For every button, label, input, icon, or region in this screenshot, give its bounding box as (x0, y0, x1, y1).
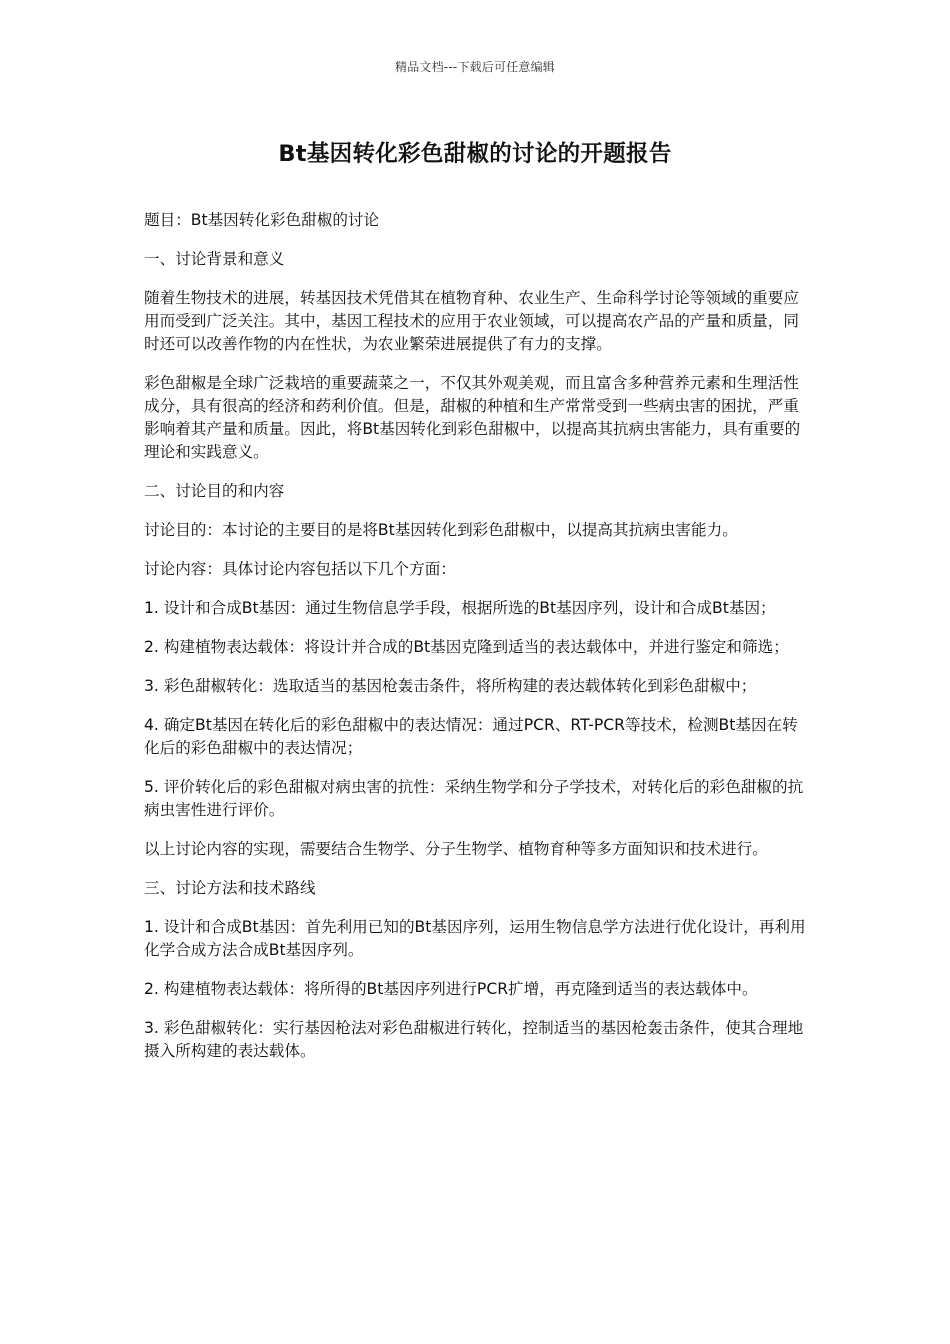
document-title: Bt基因转化彩色甜椒的讨论的开题报告 (278, 141, 672, 167)
list-item-method-1: 1. 设计和合成Bt基因：首先利用已知的Bt基因序列，运用生物信息学方法进行优化设计，再利用化学合成方法合成Bt基因序列。 (144, 918, 806, 959)
section-heading-objectives: 二、讨论目的和内容 (144, 482, 285, 500)
list-item-content-5: 5. 评价转化后的彩色甜椒对病虫害的抗性：采纳生物学和分子学技术，对转化后的彩色甜椒的抗病虫害性进行评价。 (144, 778, 804, 819)
paragraph-content-intro: 讨论内容：具体讨论内容包括以下几个方面： (144, 560, 456, 578)
paragraph-objective: 讨论目的：本讨论的主要目的是将Bt基因转化到彩色甜椒中，以提高其抗病虫害能力。 (144, 521, 738, 539)
list-item-content-1: 1. 设计和合成Bt基因：通过生物信息学手段，根据所选的Bt基因序列，设计和合成Bt基因； (144, 599, 776, 617)
list-item-content-2: 2. 构建植物表达载体：将设计并合成的Bt基因克隆到适当的表达载体中，并进行鉴定和筛选； (144, 638, 789, 656)
list-item-content-4: 4. 确定Bt基因在转化后的彩色甜椒中的表达情况：通过PCR、RT-PCR等技术，检测Bt基因在转化后的彩色甜椒中的表达情况； (144, 716, 798, 757)
section-heading-methods: 三、讨论方法和技术路线 (144, 879, 316, 897)
page-header: 精品文档---下载后可任意编辑 (395, 60, 555, 74)
paragraph-content-summary: 以上讨论内容的实现，需要结合生物学、分子生物学、植物育种等多方面知识和技术进行。 (144, 840, 768, 858)
list-item-content-3: 3. 彩色甜椒转化：选取适当的基因枪轰击条件，将所构建的表达载体转化到彩色甜椒中； (144, 677, 757, 695)
section-heading-background: 一、讨论背景和意义 (144, 250, 285, 268)
list-item-method-2: 2. 构建植物表达载体：将所得的Bt基因序列进行PCR扩增，再克隆到适当的表达载体中。 (144, 980, 758, 998)
list-item-method-3: 3. 彩色甜椒转化：实行基因枪法对彩色甜椒进行转化，控制适当的基因枪轰击条件，使其合理地摄入所构建的表达载体。 (144, 1019, 804, 1060)
paragraph-topic: 题目：Bt基因转化彩色甜椒的讨论 (144, 211, 380, 229)
document-body (144, 209, 812, 1079)
paragraph-background-2: 彩色甜椒是全球广泛栽培的重要蔬菜之一，不仅其外观美观，而且富含多种营养元素和生理活性成分，具有很高的经济和药利价值。但是，甜椒的种植和生产常常受到一些病虫害的困扰，严重影响着其产量和质量。因此，将Bt基因转化到彩色甜椒中，以提高其抗病虫害能力，具有重要的理论和实践意义。 (144, 374, 801, 461)
paragraph-background-1: 随着生物技术的进展，转基因技术凭借其在植物育种、农业生产、生命科学讨论等领域的重要应用而受到广泛关注。其中，基因工程技术的应用于农业领域，可以提高农产品的产量和质量，同时还可以改善作物的内在性状，为农业繁荣进展提供了有力的支撑。 (144, 289, 799, 353)
